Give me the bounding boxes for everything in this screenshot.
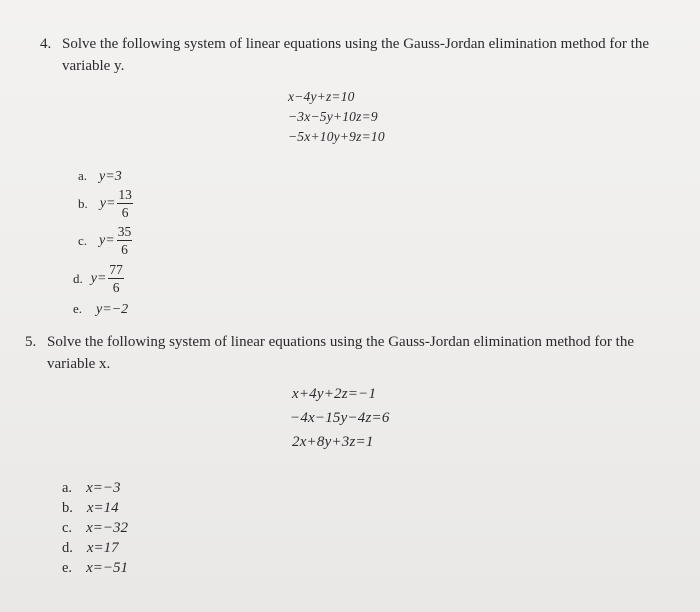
question-4-number: 4. [40, 36, 52, 52]
q5-option-e-letter: e. [62, 560, 73, 576]
q4-option-b-prefix: y= [99, 195, 116, 211]
q5-option-d-letter: d. [62, 540, 73, 556]
question-5-text-line2: variable x. [47, 356, 111, 372]
q4-option-c-prefix: y= [99, 232, 115, 248]
question-4-text-line1: Solve the following system of linear equations using the Gauss-Jordan elimination method for the [62, 36, 649, 52]
q4-equation-1: x−4y+z=10 [288, 89, 355, 104]
q5-equation-3: 2x+8y+3z=1 [292, 434, 374, 450]
question-5-number: 5. [25, 334, 37, 350]
q4-option-d-fraction [108, 262, 124, 295]
q5-option-e-value: x=−51 [86, 560, 128, 576]
q5-equation-2: −4x−15y−4z=6 [290, 410, 390, 426]
q5-option-a-letter: a. [62, 480, 73, 496]
q4-option-c[interactable] [78, 224, 132, 257]
q5-option-d[interactable] [62, 539, 119, 557]
q4-option-d[interactable] [73, 262, 124, 295]
question-5-text-line1: Solve the following system of linear equations using the Gauss-Jordan elimination method for the [47, 334, 634, 350]
q4-option-b-denominator: 6 [121, 205, 129, 220]
q4-option-d-prefix: y= [90, 270, 107, 286]
q4-option-a-letter: a. [78, 168, 88, 183]
q4-option-e-letter: e. [73, 301, 83, 316]
q4-option-a[interactable] [78, 167, 122, 185]
q5-option-e[interactable] [62, 559, 128, 577]
q4-equation-3: −5x+10y+9z=10 [288, 129, 385, 144]
q4-option-e[interactable] [73, 300, 128, 318]
q4-option-a-value: y=3 [99, 169, 122, 184]
q5-option-a[interactable] [62, 479, 120, 497]
q4-option-b[interactable] [78, 187, 133, 220]
q4-option-b-numerator: 13 [118, 187, 132, 202]
q5-option-c[interactable] [62, 519, 128, 537]
q5-equation-1: x+4y+2z=−1 [292, 386, 377, 402]
q5-option-c-letter: c. [62, 520, 73, 536]
q4-option-e-value: y=−2 [96, 302, 129, 317]
q5-option-b-value: x=14 [86, 500, 119, 516]
q4-option-c-denominator: 6 [121, 242, 128, 257]
q5-option-a-value: x=−3 [86, 480, 121, 496]
q4-option-b-letter: b. [78, 195, 88, 211]
q4-option-d-numerator: 77 [109, 262, 123, 277]
q5-option-d-value: x=17 [86, 540, 119, 556]
q4-option-c-numerator: 35 [117, 224, 132, 239]
q4-equation-2: −3x−5y+10z=9 [288, 109, 378, 124]
q4-option-d-letter: d. [73, 270, 83, 286]
question-4-text-line2: variable y. [62, 58, 125, 74]
q4-option-d-denominator: 6 [112, 280, 120, 295]
q4-option-c-letter: c. [78, 232, 88, 248]
q5-option-c-value: x=−32 [86, 520, 128, 536]
q5-option-b[interactable] [62, 499, 119, 517]
q4-option-c-fraction [117, 224, 133, 257]
q5-option-b-letter: b. [62, 500, 73, 516]
q4-option-b-fraction [117, 187, 133, 220]
